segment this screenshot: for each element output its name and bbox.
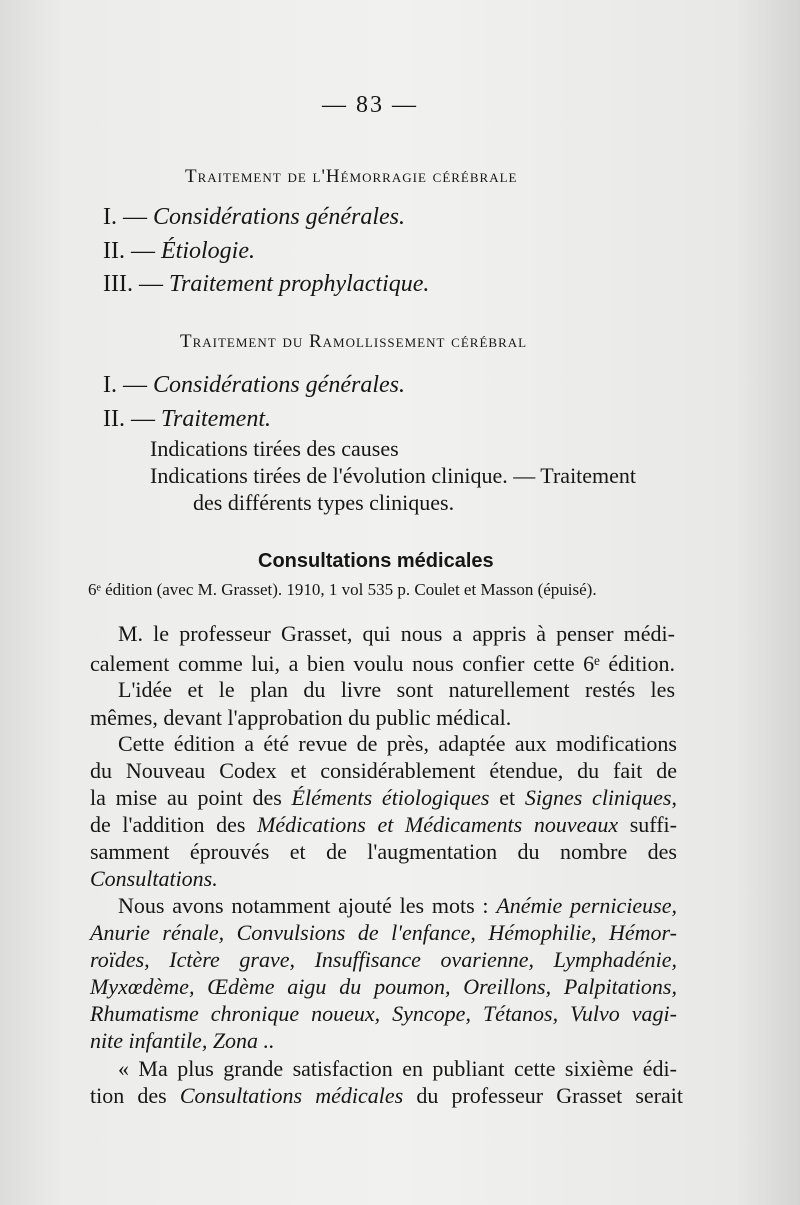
p4-line-3 xyxy=(90,947,677,973)
italic-run: Médications et Médicaments nouveaux xyxy=(257,812,619,837)
text-run: de l'addition des xyxy=(90,812,258,837)
softening-sub-1: Indications tirées des causes xyxy=(150,436,399,461)
hemorrhage-item-1 xyxy=(103,204,405,231)
italic-run: Éléments étiologiques xyxy=(291,785,490,810)
edition-line: 6ᵉ édition (avec M. Grasset). 1910, 1 vol 535 p. Coulet et Masson (épuisé). xyxy=(88,580,597,599)
text-run: la mise au point des xyxy=(90,785,292,810)
p3-line-6 xyxy=(90,866,218,892)
italic-run: roïdes, Ictère grave, Insuffisance ovarienne, Lymphadénie, xyxy=(90,947,677,972)
item-text: Étiologie. xyxy=(160,238,255,264)
italic-run: Signes cliniques xyxy=(524,785,672,810)
softening-heading: Traitement du Ramollissement cérébral xyxy=(180,331,528,352)
item-text: Traitement prophylactique. xyxy=(168,271,430,297)
p3-line-4 xyxy=(90,812,677,838)
hemorrhage-item-2 xyxy=(103,238,255,265)
italic-run: Consultations médicales xyxy=(179,1083,404,1108)
item-number: II. — xyxy=(103,238,155,264)
hemorrhage-heading: Traitement de l'Hémorragie cérébrale xyxy=(185,166,518,187)
italic-run: Anémie pernicieuse, xyxy=(496,893,677,918)
text-run: et xyxy=(489,785,525,810)
italic-run: Anurie rénale, Convulsions de l'enfance, Hémophilie, Hémor- xyxy=(90,920,677,945)
italic-run: Consultations. xyxy=(90,866,218,891)
p3-line-3 xyxy=(90,785,677,811)
text-run: suffi- xyxy=(618,812,678,837)
p2-line-1: L'idée et le plan du livre sont naturellement restés les xyxy=(118,677,675,702)
p4-line-4 xyxy=(90,974,677,1000)
item-number: I. — xyxy=(103,204,147,230)
softening-item-1 xyxy=(103,372,405,399)
p3-line-1: Cette édition a été revue de près, adaptée aux modifications xyxy=(118,731,677,756)
italic-run: nite infantile, Zona .. xyxy=(90,1028,275,1053)
p4-line-6 xyxy=(90,1028,275,1054)
p5-line-1: « Ma plus grande satisfaction en publiant cette sixième édi- xyxy=(118,1056,677,1081)
page-number: — 83 — xyxy=(322,92,418,118)
p4-line-5 xyxy=(90,1001,677,1027)
p2-line-2: mêmes, devant l'approbation du public médical. xyxy=(90,705,512,730)
hemorrhage-item-3 xyxy=(103,271,429,298)
p3-line-2: du Nouveau Codex et considérablement étendue, du fait de xyxy=(90,758,677,783)
text-run: Nous avons notamment ajouté les mots : xyxy=(118,893,497,918)
item-text: Considérations générales. xyxy=(153,204,405,230)
consultations-title: Consultations médicales xyxy=(258,550,494,572)
text-run: tion des xyxy=(90,1083,180,1108)
italic-run: Rhumatisme chronique noueux, Syncope, Tétanos, Vulvo vagi- xyxy=(90,1001,677,1026)
italic-run: Myxœdème, Œdème aigu du poumon, Oreillons, Palpitations, xyxy=(90,974,677,999)
item-text: Traitement. xyxy=(160,406,271,432)
item-number: II. — xyxy=(103,406,155,432)
p5-line-2 xyxy=(90,1083,683,1109)
p1-line-1: M. le professeur Grasset, qui nous a appris à penser médi- xyxy=(118,621,675,646)
item-number: I. — xyxy=(103,372,147,398)
p1-line-2: calement comme lui, a bien voulu nous confier cette 6ᵉ édition. xyxy=(90,651,675,676)
item-text: Considérations générales. xyxy=(153,372,405,398)
softening-sub-2: Indications tirées de l'évolution clinique. — Traitement xyxy=(150,463,637,488)
p4-line-1 xyxy=(118,893,677,919)
p4-line-2 xyxy=(90,920,677,946)
p3-line-5: samment éprouvés et de l'augmentation du nombre des xyxy=(90,839,677,864)
item-number: III. — xyxy=(103,271,163,297)
softening-item-2 xyxy=(103,406,271,433)
softening-sub-3: des différents types cliniques. xyxy=(193,490,455,515)
text-run: , xyxy=(671,785,677,810)
text-run: du professeur Grasset serait xyxy=(403,1083,683,1108)
